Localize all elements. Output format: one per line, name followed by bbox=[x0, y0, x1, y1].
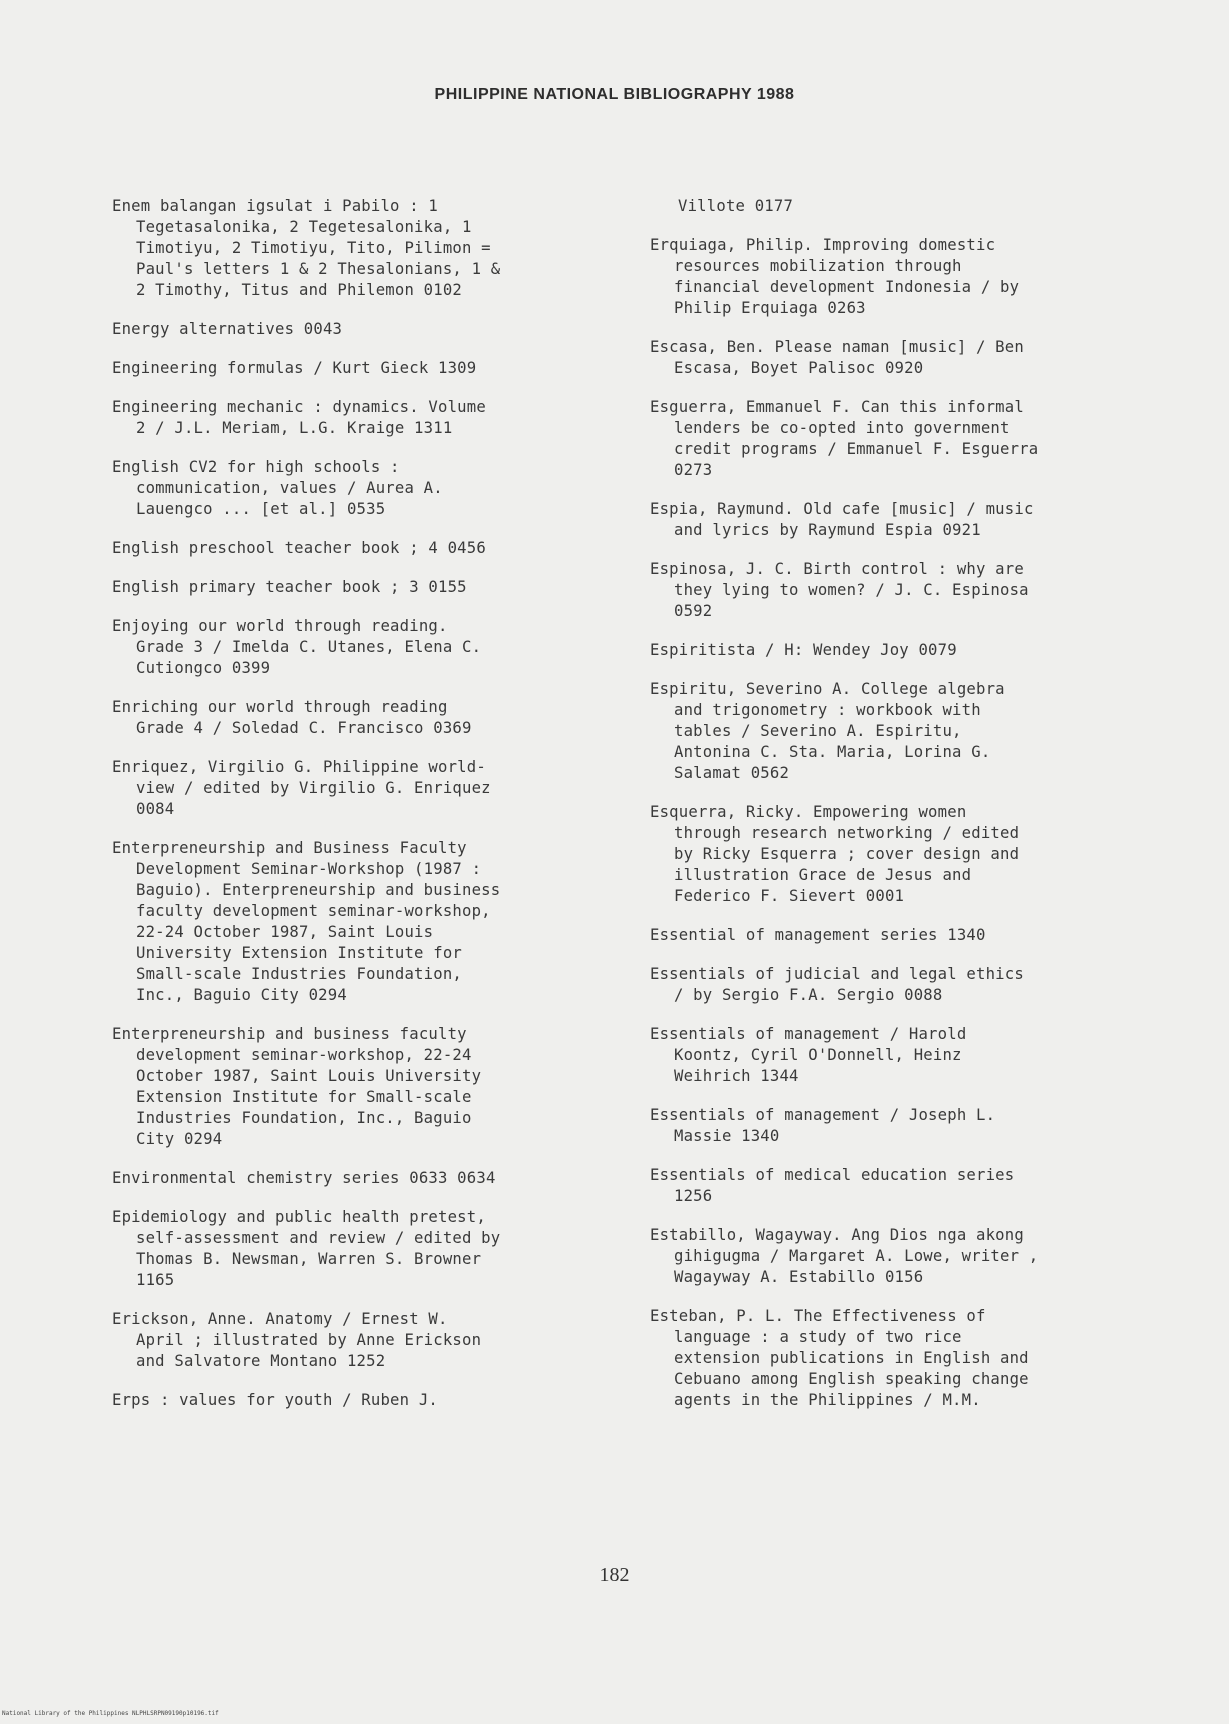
bib-entry-continuation: Villote 0177 bbox=[678, 197, 794, 215]
bib-entry: Erquiaga, Philip. Improving domestic resources mobilization through financial development Indonesia / by Philip Erquiaga 0263 bbox=[650, 236, 1020, 317]
bib-entry: Enterpreneurship and Business Faculty Development Seminar-Workshop (1987 : Baguio). Enterpreneurship and business faculty development seminar-workshop, 22-24 October 1987, Saint Louis University Extension Institute for Small-scale Industries Foundation, Inc., Baguio City 0294 bbox=[112, 839, 501, 1004]
bib-entry: Esquerra, Ricky. Empowering women through research networking / edited by Ricky Esquerra ; cover design and illustration Grace de Jesus and Federico F. Sievert 0001 bbox=[650, 803, 1020, 905]
bib-entry: Espiritista / H: Wendey Joy 0079 bbox=[650, 641, 957, 659]
bib-entry: Estabillo, Wagayway. Ang Dios nga akong gihigugma / Margaret A. Lowe, writer , Wagayway A. Estabillo 0156 bbox=[650, 1226, 1039, 1286]
bib-entry: Esteban, P. L. The Effectiveness of language : a study of two rice extension publications in English and Cebuano among English speaking change agents in the Philippines / M.M. bbox=[650, 1307, 1029, 1409]
bib-entry: English preschool teacher book ; 4 0456 bbox=[112, 539, 486, 557]
bib-entry: Esguerra, Emmanuel F. Can this informal lenders be co-opted into government credit programs / Emmanuel F. Esguerra 0273 bbox=[650, 398, 1039, 479]
bib-entry: Essentials of judicial and legal ethics / by Sergio F.A. Sergio 0088 bbox=[650, 965, 1024, 1004]
bib-entry: Erickson, Anne. Anatomy / Ernest W. April ; illustrated by Anne Erickson and Salvatore Montano 1252 bbox=[112, 1310, 482, 1370]
bib-entry: Enem balangan igsulat i Pabilo : 1 Tegetasalonika, 2 Tegetesalonika, 1 Timotiyu, 2 Timotiyu, Tito, Pilimon = Paul's letters 1 & 2 Thesalonians, 1 & 2 Timothy, Titus and Philemon 0102 bbox=[112, 197, 501, 299]
bib-entry: Essentials of management / Joseph L. Massie 1340 bbox=[650, 1106, 996, 1145]
bib-entry: English CV2 for high schools : communication, values / Aurea A. Lauengco ... [et al.] 0535 bbox=[112, 458, 443, 518]
bib-entry: Espiritu, Severino A. College algebra and trigonometry : workbook with tables / Severino A. Espiritu, Antonina C. Sta. Maria, Lorina G. Salamat 0562 bbox=[650, 680, 1005, 782]
bib-entry: Environmental chemistry series 0633 0634 bbox=[112, 1169, 496, 1187]
bib-entry: Espinosa, J. C. Birth control : why are they lying to women? / J. C. Espinosa 0592 bbox=[650, 560, 1029, 620]
page-header: PHILIPPINE NATIONAL BIBLIOGRAPHY 1988 bbox=[434, 86, 795, 103]
scan-footer: National Library of the Philippines NLPHLSRPN09190p10196.tif bbox=[2, 1710, 219, 1717]
bib-entry: Enriquez, Virgilio G. Philippine world- view / edited by Virgilio G. Enriquez 0084 bbox=[112, 758, 491, 818]
bib-entry: Engineering mechanic : dynamics. Volume 2 / J.L. Meriam, L.G. Kraige 1311 bbox=[112, 398, 486, 437]
bib-entry: Essential of management series 1340 bbox=[650, 926, 986, 944]
bib-entry: Erps : values for youth / Ruben J. bbox=[112, 1391, 438, 1409]
bib-entry: Enjoying our world through reading. Grade 3 / Imelda C. Utanes, Elena C. Cutiongco 0399 bbox=[112, 617, 482, 677]
bib-entry: Enterpreneurship and business faculty development seminar-workshop, 22-24 October 1987, Saint Louis University Extension Institute for Small-scale Industries Foundation, Inc., Baguio City 0294 bbox=[112, 1025, 482, 1148]
bib-entry: Epidemiology and public health pretest, self-assessment and review / edited by Thomas B. Newsman, Warren S. Browner 1165 bbox=[112, 1208, 501, 1289]
bib-entry: Espia, Raymund. Old cafe [music] / music and lyrics by Raymund Espia 0921 bbox=[650, 500, 1034, 539]
bib-entry: English primary teacher book ; 3 0155 bbox=[112, 578, 467, 596]
page-number: 182 bbox=[599, 1564, 630, 1586]
bib-entry: Engineering formulas / Kurt Gieck 1309 bbox=[112, 359, 477, 377]
left-column bbox=[112, 196, 632, 1429]
bib-entry: Enriching our world through reading Grade 4 / Soledad C. Francisco 0369 bbox=[112, 698, 472, 737]
bib-entry: Escasa, Ben. Please naman [music] / Ben Escasa, Boyet Palisoc 0920 bbox=[650, 338, 1024, 377]
right-column bbox=[650, 196, 1150, 1429]
bib-entry: Essentials of management / Harold Koontz, Cyril O'Donnell, Heinz Weihrich 1344 bbox=[650, 1025, 967, 1085]
bib-entry: Essentials of medical education series 1256 bbox=[650, 1166, 1015, 1205]
bib-entry: Energy alternatives 0043 bbox=[112, 320, 343, 338]
